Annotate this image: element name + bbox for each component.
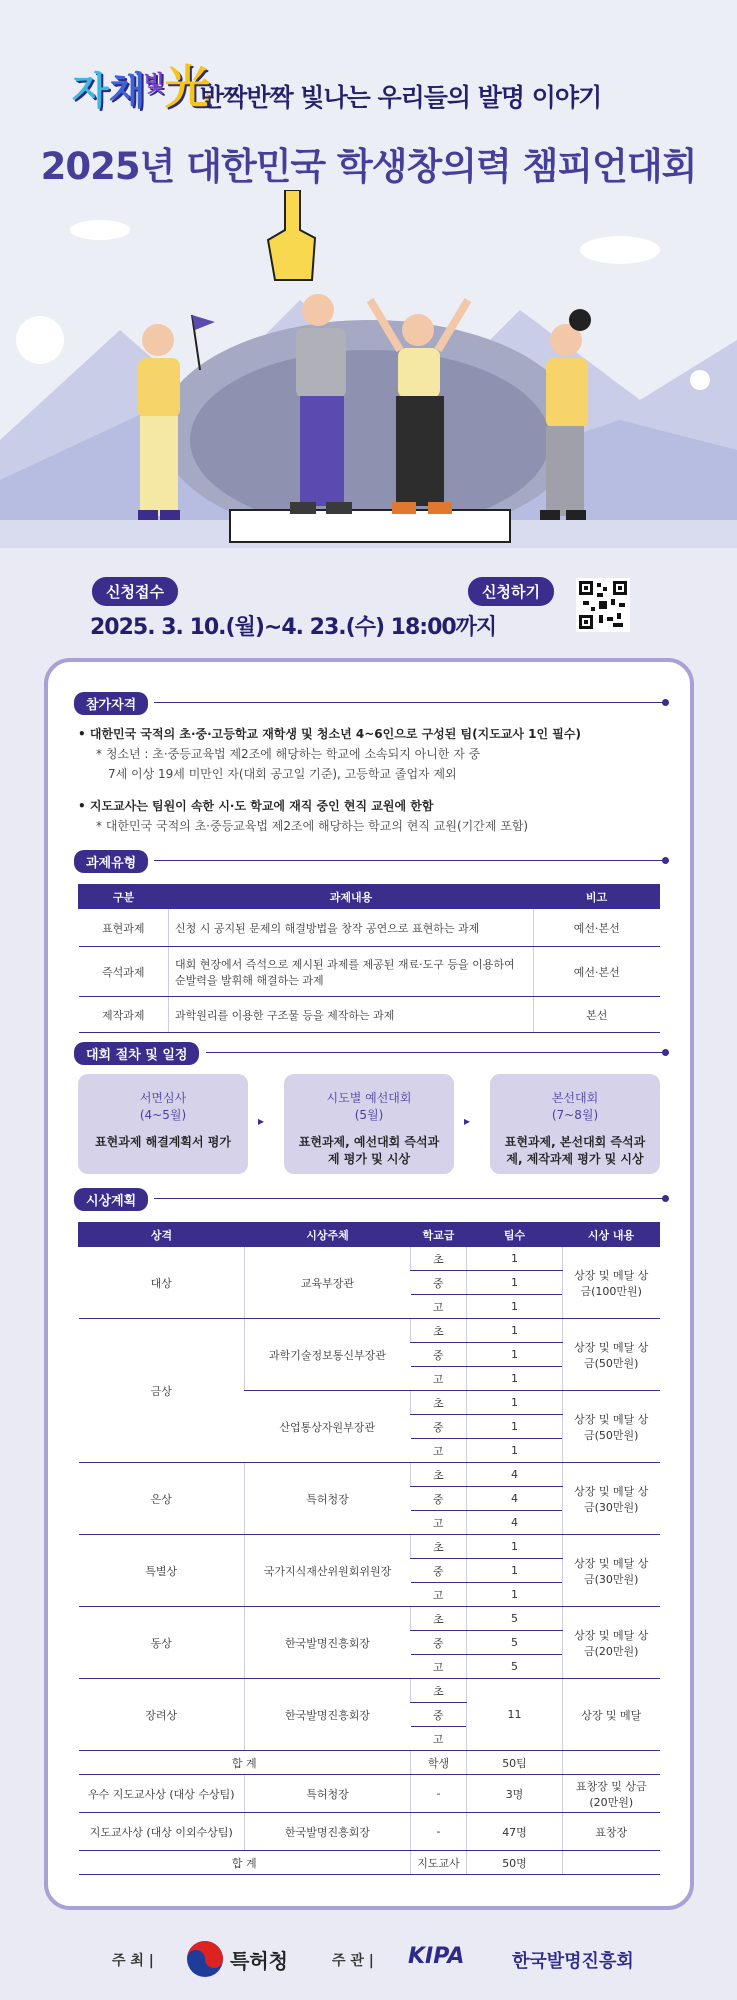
award-level: 초: [411, 1391, 467, 1415]
award-level: 중: [411, 1343, 467, 1367]
teacher-count: 3명: [467, 1775, 563, 1813]
table-cell: 즉석과제: [79, 947, 169, 997]
section-label: 과제유형: [74, 850, 148, 873]
section-dot: [662, 699, 669, 706]
logo-char-3: 빛: [143, 72, 165, 97]
section-label: 대회 절차 및 일정: [74, 1042, 199, 1065]
award-grade: 대상: [79, 1247, 245, 1319]
award-level: 초: [411, 1679, 467, 1703]
arrow-right-icon: ▸: [258, 1114, 265, 1128]
table-row-total: [79, 1851, 660, 1875]
award-count: 1: [467, 1391, 563, 1415]
award-level: 중: [411, 1559, 467, 1583]
table-cell: 예선·본선: [534, 947, 660, 997]
event-logo: [72, 60, 211, 114]
teacher-org: 특허청장: [245, 1775, 411, 1813]
table-row: [79, 909, 660, 947]
table-row: [79, 1679, 660, 1703]
table-row: [79, 1813, 660, 1851]
table-header: 시상 내용: [563, 1223, 660, 1247]
award-org: 과학기술정보통신부장관: [245, 1319, 411, 1391]
step-title: 서면심사: [139, 1091, 187, 1105]
award-level: 고: [411, 1439, 467, 1463]
total-level: 지도교사: [411, 1851, 467, 1875]
table-row-total: [79, 1751, 660, 1775]
total-label: 합 계: [79, 1851, 411, 1875]
total-count: 50명: [467, 1851, 563, 1875]
host-name: 특허청: [230, 1949, 288, 1973]
eligibility-main: 지도교사는 팀원이 속한 시·도 학교에 재직 중인 현직 교원에 한함: [89, 799, 434, 813]
kipa-logo: KIPA: [408, 1944, 465, 1969]
hero-illustration: [0, 190, 737, 548]
step-title: 본선대회: [551, 1091, 599, 1105]
award-prize: 상장 및 메달 상금(30만원): [563, 1463, 660, 1535]
award-level: 초: [411, 1607, 467, 1631]
teacher-grade: 지도교사상 (대상 이외수상팀): [79, 1813, 245, 1851]
taegeuk-icon: [186, 1940, 224, 1978]
award-count: 1: [467, 1367, 563, 1391]
award-count: 1: [467, 1439, 563, 1463]
table-row: [79, 1775, 660, 1813]
table-cell: 제작과제: [79, 997, 169, 1033]
teacher-level: -: [411, 1775, 467, 1813]
eligibility-sub: * 청소년 : 초·중등교육법 제2조에 해당하는 학교에 소속되지 아니한 자 중: [96, 747, 481, 761]
schedule-step: [78, 1074, 248, 1174]
section-header-tasks: [74, 850, 666, 870]
table-cell: 신청 시 공지된 문제의 해결방법을 창작 공연으로 표현하는 과제: [169, 909, 534, 947]
award-level: 고: [411, 1295, 467, 1319]
section-dot: [662, 1195, 669, 1202]
award-level: 중: [411, 1631, 467, 1655]
logo-char-1: 자: [72, 69, 109, 113]
table-cell: 대회 현장에서 즉석으로 제시된 과제를 제공된 재료·도구 등을 이용하여 순발력을 발휘해 해결하는 과제: [169, 947, 534, 997]
organizer-name: 한국발명진흥회: [512, 1951, 634, 1972]
award-count: 4: [467, 1487, 563, 1511]
award-org: 한국발명진흥회장: [245, 1607, 411, 1679]
award-prize: 상장 및 메달 상금(30만원): [563, 1535, 660, 1607]
award-count: 4: [467, 1463, 563, 1487]
award-level: 중: [411, 1415, 467, 1439]
schedule-step: [284, 1074, 454, 1174]
organizer-label: 주 관 |: [332, 1953, 374, 1969]
table-cell: 예선·본선: [534, 909, 660, 947]
award-count: 1: [467, 1535, 563, 1559]
list-item: • 대한민국 국적의 초·중·고등학교 재학생 및 청소년 4~6인으로 구성된 팀(지도교사 1인 필수): [78, 727, 581, 741]
host-label: 주 최 |: [112, 1953, 154, 1969]
award-level: 중: [411, 1487, 467, 1511]
table-row: [79, 1463, 660, 1487]
award-count: 1: [467, 1271, 563, 1295]
step-title: 시도별 예선대회: [326, 1091, 412, 1105]
receive-badge: 신청접수: [92, 577, 178, 606]
award-level: 고: [411, 1367, 467, 1391]
section-line: [154, 702, 666, 703]
award-prize: 상장 및 메달: [563, 1679, 660, 1751]
section-header-eligibility: [74, 692, 666, 712]
award-org: 특허청장: [245, 1463, 411, 1535]
total-empty: [563, 1751, 660, 1775]
step-desc: 표현과제, 본선대회 즉석과제, 제작과제 평가 및 시상: [504, 1135, 646, 1166]
award-count: 5: [467, 1607, 563, 1631]
table-header: 팀수: [467, 1223, 563, 1247]
table-row: [79, 1535, 660, 1559]
table-row: [79, 1607, 660, 1631]
table-header: 학교급: [411, 1223, 467, 1247]
table-row: [79, 1247, 660, 1271]
award-prize: 상장 및 메달 상금(20만원): [563, 1607, 660, 1679]
award-prize: 상장 및 메달 상금(50만원): [563, 1391, 660, 1463]
footer: [0, 1920, 737, 2000]
award-org: 산업통상자원부장관: [245, 1391, 411, 1463]
section-header-awards: [74, 1188, 666, 1208]
eligibility-sub: * 대한민국 국적의 초·중등교육법 제2조에 해당하는 학교의 현직 교원(기간제 포함): [96, 819, 529, 833]
info-card: [44, 658, 694, 1910]
table-row: [79, 947, 660, 997]
arrow-right-icon: ▸: [464, 1114, 471, 1128]
step-desc: 표현과제, 예선대회 즉석과제 평가 및 시상: [298, 1135, 440, 1166]
award-count: 1: [467, 1343, 563, 1367]
award-count: 1: [467, 1319, 563, 1343]
award-level: 초: [411, 1247, 467, 1271]
schedule-step: [490, 1074, 660, 1174]
award-level: 초: [411, 1319, 467, 1343]
award-count: 1: [467, 1247, 563, 1271]
step-period: (7~8월): [551, 1108, 599, 1122]
award-count: 11: [467, 1679, 563, 1751]
award-count: 5: [467, 1631, 563, 1655]
step-period: (4~5월): [139, 1108, 187, 1122]
table-header: 비고: [534, 885, 660, 909]
apply-button[interactable]: 신청하기: [468, 577, 554, 606]
table-row: [79, 1319, 660, 1343]
award-grade: 동상: [79, 1607, 245, 1679]
award-level: 고: [411, 1511, 467, 1535]
award-level: 고: [411, 1583, 467, 1607]
award-level: 초: [411, 1463, 467, 1487]
table-row: [79, 997, 660, 1033]
application-period: 2025. 3. 10.(월)~4. 23.(수) 18:00까지: [90, 615, 497, 640]
total-level: 학생: [411, 1751, 467, 1775]
award-prize: 상장 및 메달 상금(100만원): [563, 1247, 660, 1319]
section-label: 시상계획: [74, 1188, 148, 1211]
table-header: 상격: [79, 1223, 245, 1247]
table-cell: 과학원리를 이용한 구조물 등을 제작하는 과제: [169, 997, 534, 1033]
qr-code-icon[interactable]: [576, 578, 630, 632]
award-table: [78, 1222, 660, 1875]
eligibility-main: 대한민국 국적의 초·중·고등학교 재학생 및 청소년 4~6인으로 구성된 팀(지도교사 1인 필수): [89, 727, 581, 741]
award-count: 4: [467, 1511, 563, 1535]
award-prize: 상장 및 메달 상금(50만원): [563, 1319, 660, 1391]
teacher-prize: 표창장: [563, 1813, 660, 1851]
step-period: (5월): [354, 1108, 384, 1122]
hero-tagline: 반짝반짝 빛나는 우리들의 발명 이야기: [200, 83, 602, 112]
award-grade: 장려상: [79, 1679, 245, 1751]
teacher-org: 한국발명진흥회장: [245, 1813, 411, 1851]
award-level: 초: [411, 1535, 467, 1559]
section-line: [154, 860, 666, 861]
award-grade: 은상: [79, 1463, 245, 1535]
total-count: 50팀: [467, 1751, 563, 1775]
table-cell: 표현과제: [79, 909, 169, 947]
award-level: 중: [411, 1703, 467, 1727]
section-header-schedule: [74, 1042, 666, 1062]
teacher-count: 47명: [467, 1813, 563, 1851]
table-header: 과제내용: [169, 885, 534, 909]
section-line: [206, 1052, 666, 1053]
award-count: 1: [467, 1559, 563, 1583]
award-level: 중: [411, 1271, 467, 1295]
award-org: 교육부장관: [245, 1247, 411, 1319]
award-level: 고: [411, 1727, 467, 1751]
teacher-grade: 우수 지도교사상 (대상 수상팀): [79, 1775, 245, 1813]
task-table: [78, 884, 660, 1033]
award-count: 1: [467, 1583, 563, 1607]
logo-char-2: 채: [108, 69, 146, 113]
section-dot: [662, 1049, 669, 1056]
page-title: 2025년 대한민국 학생창의력 챔피언대회: [40, 145, 697, 188]
schedule-steps: [78, 1074, 666, 1174]
section-label: 참가자격: [74, 692, 148, 715]
award-org: 한국발명진흥회장: [245, 1679, 411, 1751]
award-grade: 금상: [79, 1319, 245, 1463]
table-header: 시상주체: [245, 1223, 411, 1247]
section-dot: [662, 857, 669, 864]
award-count: 1: [467, 1295, 563, 1319]
award-org: 국가지식재산위원회위원장: [245, 1535, 411, 1607]
total-label: 합 계: [79, 1751, 411, 1775]
award-level: 고: [411, 1655, 467, 1679]
eligibility-list: [78, 724, 660, 836]
eligibility-sub: 7세 이상 19세 미만인 자(대회 공고일 기준), 고등학교 졸업자 제외: [108, 767, 457, 781]
total-empty: [563, 1851, 660, 1875]
section-line: [154, 1198, 666, 1199]
teacher-prize: 표창장 및 상금(20만원): [563, 1775, 660, 1813]
table-cell: 본선: [534, 997, 660, 1033]
award-count: 5: [467, 1655, 563, 1679]
step-desc: 표현과제 해결계획서 평가: [95, 1135, 231, 1149]
teacher-level: -: [411, 1813, 467, 1851]
hero-banner: [0, 0, 737, 548]
logo-char-4: 光: [164, 60, 211, 114]
award-grade: 특별상: [79, 1535, 245, 1607]
award-count: 1: [467, 1415, 563, 1439]
list-item: • 지도교사는 팀원이 속한 시·도 학교에 재직 중인 현직 교원에 한함: [78, 799, 434, 813]
table-header: 구분: [79, 885, 169, 909]
